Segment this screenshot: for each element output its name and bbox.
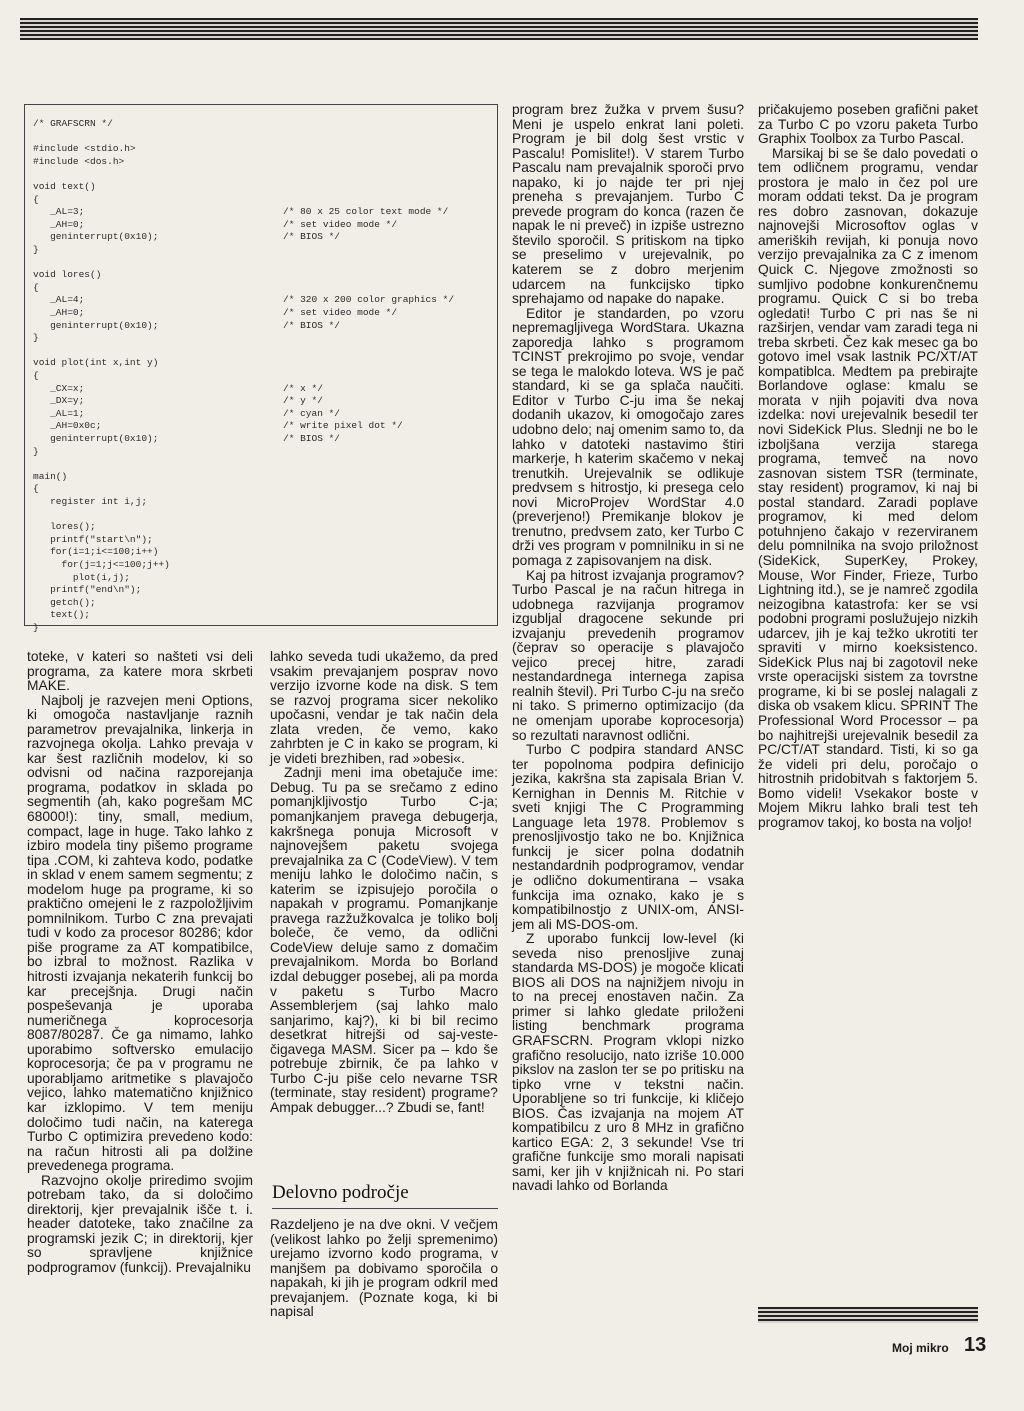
- code-comment: /* set video mode */: [283, 307, 398, 318]
- article-column-2-continued: [270, 1218, 498, 1318]
- section-heading: Delovno področje: [272, 1180, 498, 1209]
- code-line: geninterrupt(0x10);: [33, 319, 159, 331]
- code-line: plot(i,j);: [33, 571, 130, 583]
- code-line: void plot(int x,int y): [33, 357, 159, 369]
- code-line: _AH=0;: [33, 218, 85, 230]
- top-decorative-bar: [20, 18, 978, 40]
- paragraph: Turbo C podpira standard ANSC ter popolnoma podpira definicijo jezika, kakršna sta zapisala Brian V. Kernighan in Dennis M. Ritchie v sveti knjigi The C Programming Language leta 1978. Problemov s prenosljivostjo tako ne bo. Knjižnica funkcij je sicer polna dodatnih nestandardnih podprogramov, vendar je odlično dokumentirana – vsaka funkcija ima oznako, kako je s kompatibilnostjo z UNIX-om, ANSI-jem ali MS-DOS-om.: [512, 742, 744, 932]
- code-comment: /* BIOS */: [283, 319, 341, 331]
- footer-page-number: 13: [964, 1334, 987, 1356]
- paragraph: toteke, v kateri so našteti vsi deli programa, za katere mora skrbeti MAKE.: [27, 649, 253, 694]
- article-column-1: [27, 650, 253, 1315]
- code-line: }: [33, 332, 39, 344]
- paragraph: Zadnji meni ima obetajuče ime: Debug. Tu pa se srečamo z edino pomanjkljivostjo Turbo C-ja; pomanjkanjem pravega debugerja, kakršnega ponuja Microsoft v najnovejšem paketu svojega prevajalnika za C (CodeView). V tem meniju lahko le določimo način, s katerim se izpisujejo poročila o napakah v programu. Pomanjkanje pravega razžužkovalca je toliko bolj boleče, če vemo, da odlični CodeView deluje samo z domačim prevajalnikom. Morda bo Borland izdal debugger posebej, ali pa morda v paketu s Turbo Macro Assemblerjem (saj lahko malo sanjarimo, kaj?), ki bi bil recimo desetkrat hitrejši od saj-veste-čigavega MASM. Sicer pa – kdo še potrebuje zbirnik, če pa lahko v Turbo C-ju piše celo nevarne TSR (terminate, stay resident) programe? Ampak debugger...? Zbudi se, fant!: [270, 765, 498, 1115]
- paragraph: Editor je standarden, po vzoru nepremagljivega WordStara. Ukazna zaporedja lahko s programom TCINST prekrojimo po svoje, vendar se tega le malokdo loteva. WS je pač standard, ki se ga splača naučiti. Editor v Turbo C-ju ima še nekaj dodanih ukazov, ki omogočajo zares udobno delo; naj omenim samo to, da lahko v datoteki nastavimo štiri markerje, h katerim skačemo v nekaj trenutkih. Urejevalnik se odlikuje predvsem s hitrostjo, ki presega celo novi MicroProjev WordStar 4.0 (preverjeno!) Premikanje blokov je trenutno, predvsem zato, ker Turbo C drži ves program v pomnilniku in si ne pomaga z zapisovanjem na disk.: [512, 305, 744, 568]
- code-line: {: [33, 483, 39, 495]
- code-line: for(i=1;i<=100;i++): [33, 546, 159, 558]
- code-comment: /* write pixel dot */: [283, 420, 403, 432]
- code-comment: /* y */: [283, 395, 323, 407]
- code-line: _AL=4;: [33, 294, 85, 306]
- code-line: main(): [33, 470, 68, 482]
- code-line: /* GRAFSCRN */: [33, 118, 113, 129]
- code-comment: /* BIOS */: [283, 231, 341, 243]
- code-listing-box: [24, 104, 498, 633]
- article-column-3: [512, 103, 744, 1323]
- paragraph: Razdeljeno je na dve okni. V večjem (velikost lahko po želji spremenimo) urejamo izvorno kodo programa, v manjšem pa dobivamo sporočila o napakah, ki jih je program odkril med prevajanjem. (Poznate koga, ki bi napisal: [270, 1217, 498, 1320]
- code-line: }: [33, 622, 39, 633]
- code-comment: /* x */: [283, 382, 323, 394]
- article-column-2: [270, 650, 498, 1160]
- code-line: geninterrupt(0x10);: [33, 231, 159, 243]
- code-line: #include <stdio.h>: [33, 143, 136, 155]
- code-line: geninterrupt(0x10);: [33, 433, 159, 444]
- code-line: _AL=1;: [33, 407, 85, 419]
- footer-magazine-name: Moj mikro: [892, 1341, 949, 1355]
- code-line: #include <dos.h>: [33, 155, 125, 167]
- code-line: _AL=3;: [33, 206, 85, 218]
- paragraph: Z uporabo funkcij low-level (ki seveda niso prenosljive zunaj standarda MS-DOS) je mogoče klicati BIOS ali DOS na najnižjem nivoju in to na precej enostaven način. Za primer si lahko gledate priloženi listing benchmark programa GRAFSCRN. Program vklopi nizko grafično resolucijo, nato izriše 10.000 pikslov na zaslon ter se po pritisku na tipko vrne v tekstni način. Uporabljene so tri funkcije, ki kličejo BIOS. Čas izvajanja na mojem AT kompatibilcu z uro 8 MHz in grafično kartico EGA: 2, 3 sekunde! Vse tri grafične funkcije smo morali napisati sami, ker jih v knjižnicah ni. Po stari navadi lahko od Borlanda: [512, 931, 744, 1194]
- code-line: _CX=x;: [33, 382, 85, 394]
- code-line: printf("end\n");: [33, 584, 142, 596]
- code-comment: /* 320 x 200 color graphics */: [283, 294, 455, 306]
- code-comment: /* 80 x 25 color text mode */: [283, 206, 449, 218]
- paragraph: Marsikaj bi se še dalo povedati o tem odličnem programu, vendar prostora je malo in čez pol ure moram oddati tekst. Da je program res dobro zasnovan, dokazuje najnovejši Microsoftov oglas v ameriških revijah, ki ponuja novo verzijo prevajalnika za C z imenom Quick C. Njegove zmožnosti so sumljivo podobne konkurenčnemu programu. Quick C si bo treba ogledati! Turbo C pri nas še ni razširjen, vendar vam zaradi tega ni treba skrbeti. Čez kak mesec ga bo gotovo imel vsak lastnik PC/XT/AT kompatiblca. Medtem pa prebirajte Borlandove oglase: kmalu se morata v njih pojaviti dva nova izdelka: novi urejevalnik besedil ter novi SideKick Plus. Slednji ne bo le izboljšana verzija starega programa, temveč na novo zasnovan sistem TSR (terminate, stay resident) programov, ki naj bi postal standard. Zaradi poplave programov, ki med delom potuhnjeno čakajo v rezerviranem delu pomnilnika na svojo priložnost (SideKick, SuperKey, Prokey, Mouse, Wor Finder, Frieze, Turbo Lightning itd.), se je namreč zgodila neizogibna katastrofa: ker se vsi podobni programi poslužujejo nizkih udarcev, jih je kaj težko ukrotiti ter spraviti v mirno koeksistenco. SideKick Plus naj bi zagotovil neke vrste operacijski sistem za tovrstne programe, ki bi se poslej nalagali z diska ob vsakem klicu. SPRINT The Professional Word Processor – pa bo najhitrejši urejevalnik besedil za PC/CT/AT standard. Tisti, ki so ga že videli pri delu, poročajo o hitrostnih pridobitvah s faktorjem 5. Bomo videli! Vsekakor boste v Mojem Mikru lahko brali test teh programov takoj, ko bosta na voljo!: [758, 145, 978, 830]
- code-comment: /* cyan */: [283, 407, 341, 419]
- article-column-4: [758, 103, 978, 903]
- paragraph: Najbolj je razvejen meni Options, ki omogoča nastavljanje raznih parametrov prevajalnika, linkerja in razvojnega okolja. Lahko prevaja v kar šest različnih modelov, ki so odvisni od načina razporejanja programa, podatkov in sklada po segmentih (ah, kako pogrešam MC 68000!): tiny, small, medium, compact, lage in huge. Tako lahko z izbiro modela tiny pišemo programe tipa .COM, ki zahteva kodo, podatke in sklad v enem samem segmentu; z modelom huge pa programe, ki so praktično omejeni le z razpoložljivim pomnilnikom. Turbo C zna prevajati tudi v kodo za procesor 80286; kdor piše programe za AT kompatibilce, bo izbral to možnost. Razlika v hitrosti izvajanja nekaterih funkcij bo kar precejšnja. Drugi način pospeševanja je uporaba numeričnega koprocesorja 8087/80287. Če ga nimamo, lahko uporabimo softversko emulacijo koprocesorja; če pa v programu ne uporabljamo aritmetike s plavajočo vejico, lahko matematično knjižnico kar izklopimo. V tem meniju določimo tudi način, na katerega Turbo C optimizira prevedeno kodo: na račun hitrosti ali pa dolžine prevedenega programa.: [27, 692, 253, 1174]
- code-line: _AH=0;: [33, 307, 85, 318]
- paragraph: program brez žužka v prvem šusu? Meni je uspelo enkrat lani poleti. Program je bil dolg šest vrstic v Pascalu! Pomislite!). V starem Turbo Pascalu nam prevajalnik sporoči prvo napako, ki jo najde ter pri njej preneha s prevajanjem. Turbo C prevede program do konca (razen če napak le ni preveč) in izpiše ustrezno število sporočil. S pritiskom na tipko se preselimo v urejevalnik, po katerem se z dobro merjenim udarcem na funkcijsko tipko sprehajamo od napake do napake.: [512, 102, 744, 307]
- code-line: }: [33, 244, 39, 255]
- code-line: text();: [33, 609, 91, 621]
- bottom-decorative-bar: [758, 1307, 978, 1323]
- code-line: register int i,j;: [33, 496, 148, 507]
- code-line: void text(): [33, 181, 96, 192]
- code-line: for(j=1;j<=100;j++): [33, 559, 170, 570]
- code-line: {: [33, 281, 39, 293]
- paragraph: pričakujemo poseben grafični paket za Turbo C po vzoru paketa Turbo Graphix Toolbox za Turbo Pascal.: [758, 102, 978, 147]
- paragraph: Kaj pa hitrost izvajanja programov? Turbo Pascal je na račun hitrega in udobnega razvijanja programov izgubljal dragocene sekunde pri izvajanju prevedenih programov (čeprav so operacije s plavajočo vejico precej hitre, zaradi nestandardnega internega zapisa realnih števil). Pri Turbo C-ju na srečo ni tako. S primerno optimizacijo (da ne omenjam uporabe koprocesorja) so rezultati naravnost odlični.: [512, 567, 744, 743]
- code-comment: /* BIOS */: [283, 433, 341, 444]
- paragraph: lahko seveda tudi ukažemo, da pred vsakim prevajanjem posprav novo verzijo izvorne kode na disk. S tem se razvoj programa sicer nekoliko upočasni, vendar je tak način dela zlata vreden, če vemo, kako zahrbten je C in kako se program, ki je videti brezhiben, rad »obesi«.: [270, 649, 498, 766]
- code-line: getch();: [33, 596, 96, 608]
- code-line: {: [33, 193, 39, 205]
- code-line: lores();: [33, 521, 96, 533]
- code-line: _AH=0x0c;: [33, 420, 102, 432]
- code-line: _DX=y;: [33, 395, 85, 407]
- code-line: void lores(): [33, 269, 102, 281]
- code-comment: /* set video mode */: [283, 218, 398, 230]
- paragraph: Razvojno okolje priredimo svojim potrebam tako, da si določimo direktorij, kjer prevajalnik išče t. i. header datoteke, tako značilne za programski jezik C; in direktorij, kjer so spravljene knjižnice podprogramov (funkcij). Prevajalniku: [27, 1172, 253, 1275]
- code-line: }: [33, 445, 39, 457]
- code-line: {: [33, 370, 39, 381]
- code-line: printf("start\n");: [33, 533, 153, 545]
